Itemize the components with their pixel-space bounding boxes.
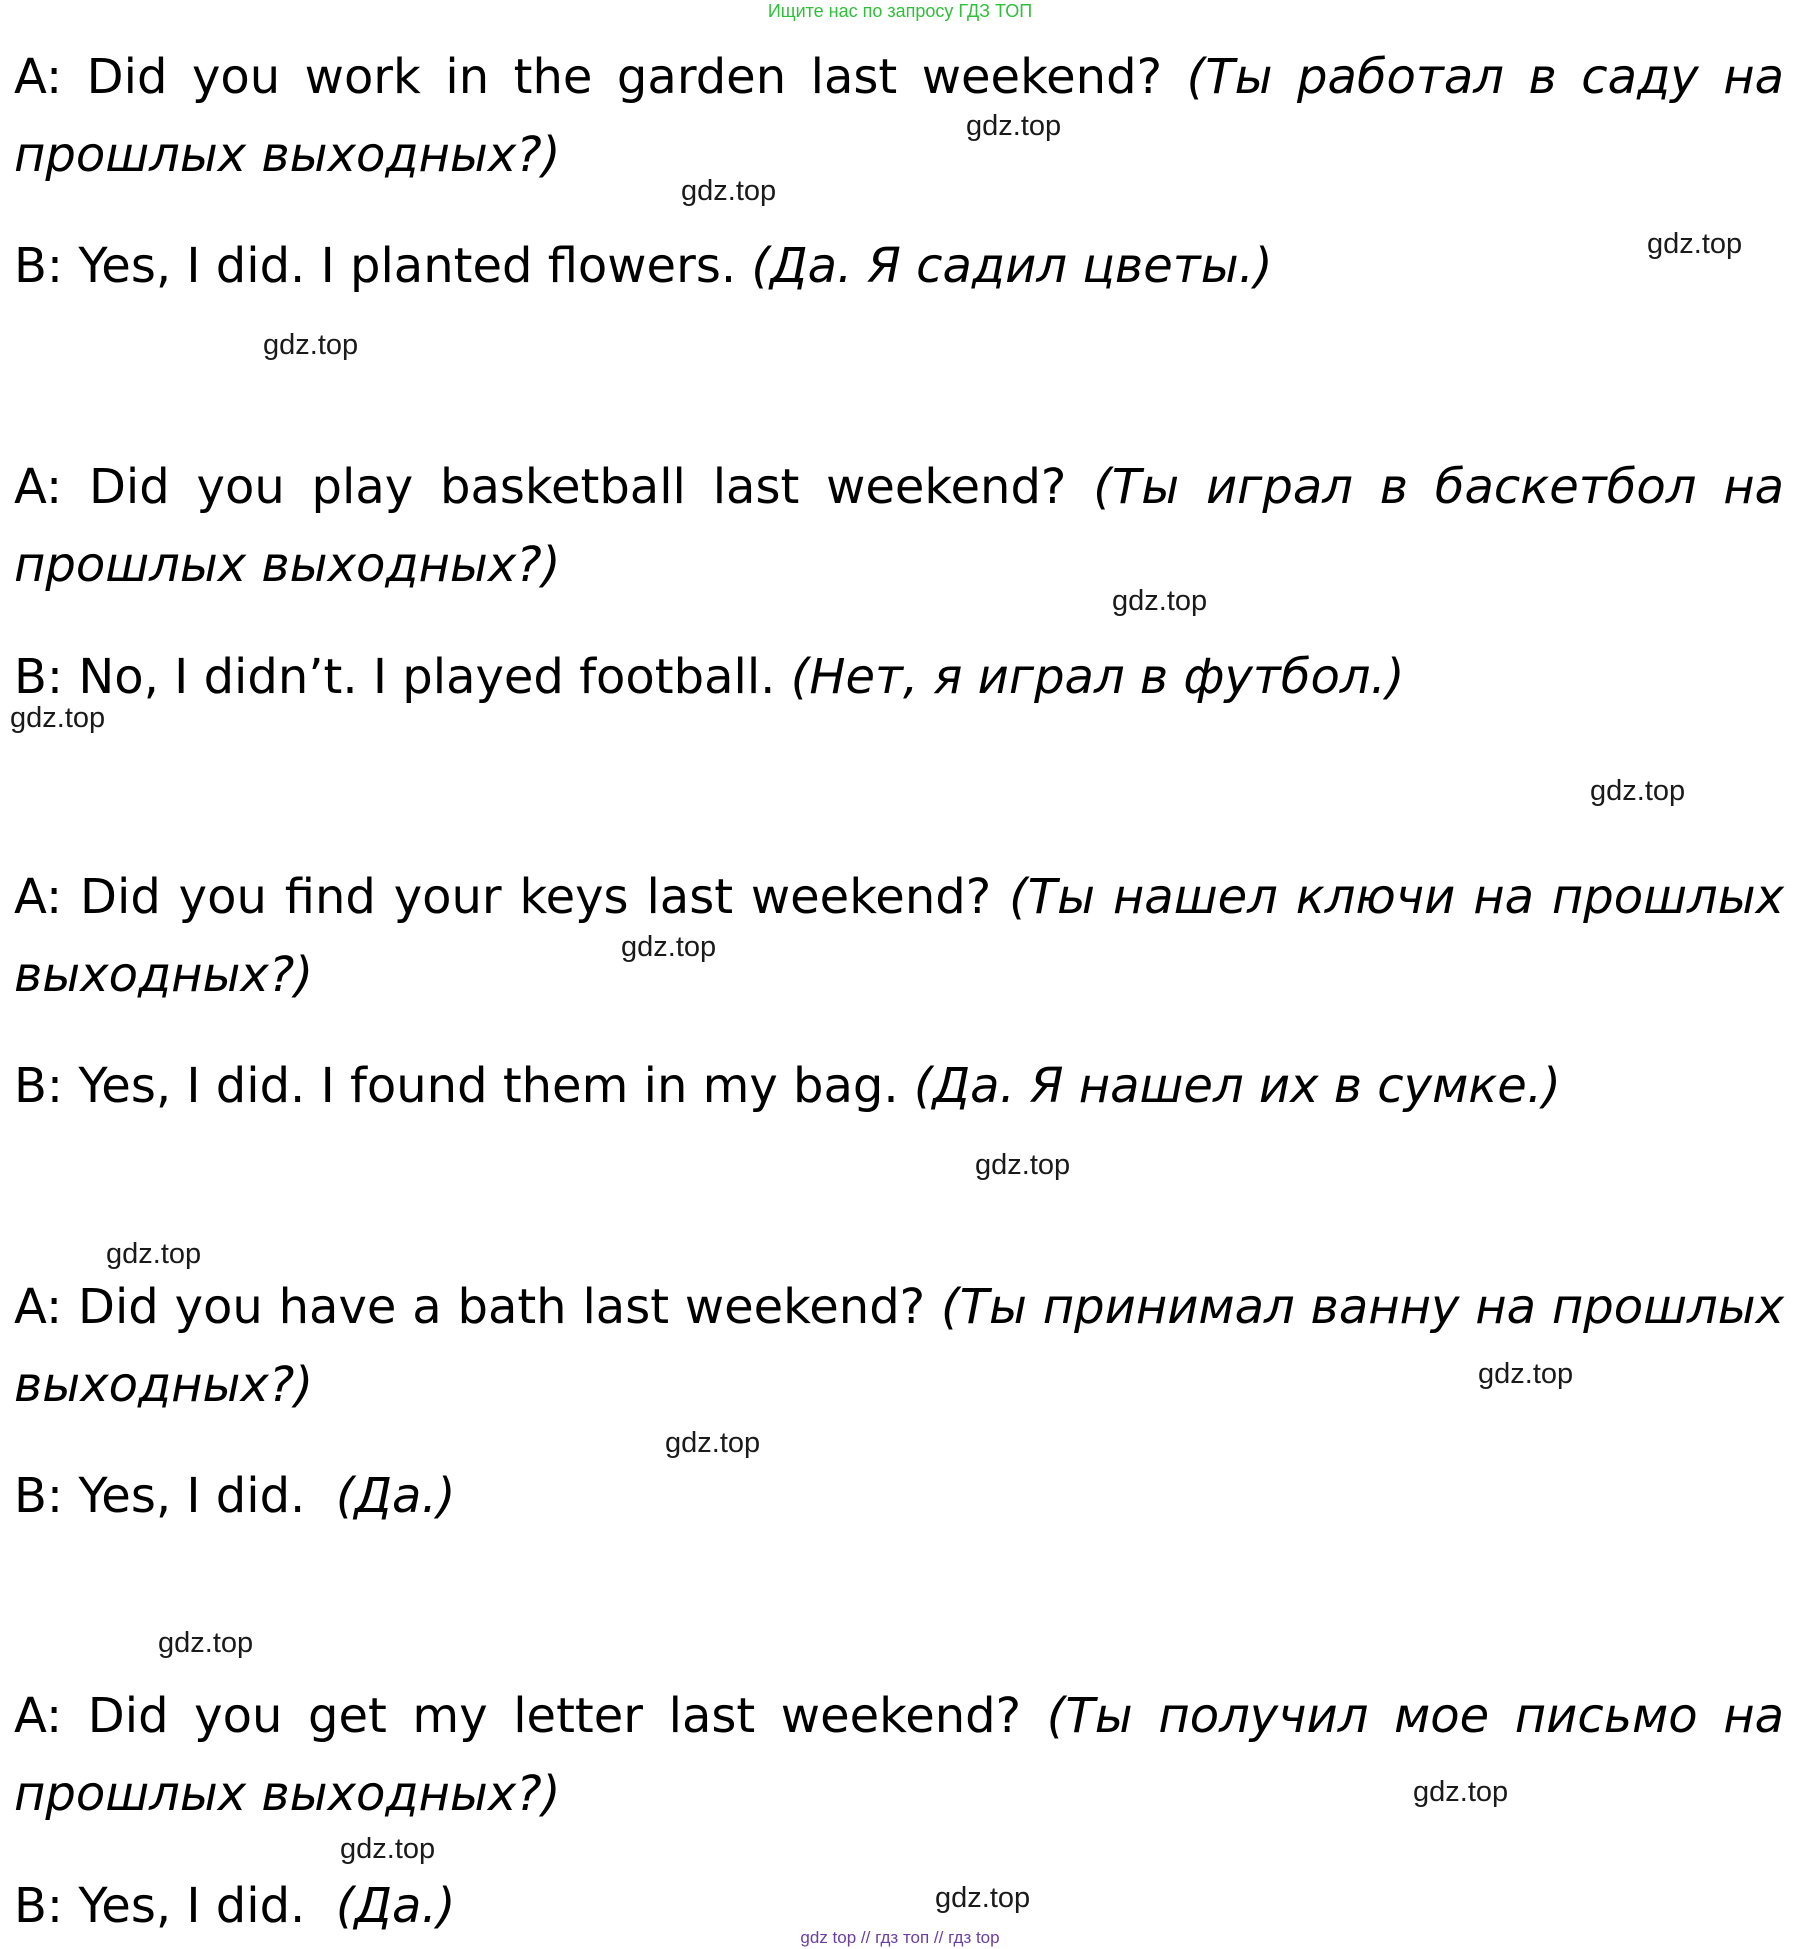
dialog-1-answer-en: B: Yes, I did. I planted flowers. (14, 238, 737, 294)
dialog-3-question (14, 858, 1784, 936)
watermark: gdz.top (681, 175, 777, 207)
dialog-4-question-ru: (Ты принимал ванну на прошлых (941, 1279, 1785, 1335)
dialog-3-question-en: A: Did you find your keys last weekend? (14, 869, 992, 925)
dialog-1-answer (14, 227, 1784, 305)
dialog-2-question (14, 448, 1784, 526)
dialog-4-question-ru-cont: выходных?) (14, 1357, 314, 1413)
watermark: gdz.top (975, 1149, 1071, 1181)
dialog-2-question-ru: (Ты играл в баскетбол на (1093, 459, 1784, 515)
dialog-3-question-ru-cont: выходных?) (14, 947, 314, 1003)
watermark: gdz.top (263, 329, 359, 361)
dialog-1-question-en: A: Did you work in the garden last weekend? (14, 49, 1163, 105)
watermark: gdz.top (665, 1427, 761, 1459)
dialog-4-answer-en: B: Yes, I did. (14, 1468, 306, 1524)
watermark: gdz.top (1478, 1358, 1574, 1390)
dialog-2-answer-ru: (Нет, я играл в футбол.) (790, 649, 1405, 705)
watermark: gdz.top (1112, 585, 1208, 617)
dialog-2-answer (14, 638, 1784, 716)
dialog-4-answer (14, 1457, 1784, 1535)
watermark: gdz.top (1590, 775, 1686, 807)
dialog-2-question-en: A: Did you play basketball last weekend? (14, 459, 1067, 515)
watermark: gdz.top (10, 702, 106, 734)
watermark: gdz.top (1647, 228, 1743, 260)
dialog-2-question-ru-cont: прошлых выходных?) (14, 537, 561, 593)
dialog-2-answer-en: B: No, I didn’t. I played football. (14, 649, 776, 705)
dialog-5-question (14, 1677, 1784, 1755)
watermark: gdz.top (340, 1833, 436, 1865)
dialog-1-question-ru-cont: прошлых выходных?) (14, 127, 561, 183)
dialog-5-question-en: A: Did you get my letter last weekend? (14, 1688, 1022, 1744)
dialog-1-question-ru: (Ты работал в саду на (1186, 49, 1785, 105)
dialog-1-answer-ru: (Да. Я садил цветы.) (751, 238, 1273, 294)
watermark: gdz.top (621, 931, 717, 963)
header-search-hint: Ищите нас по запросу ГДЗ ТОП (767, 1, 1033, 21)
watermark: gdz.top (966, 110, 1062, 142)
dialog-3-answer-en: B: Yes, I did. I found them in my bag. (14, 1058, 899, 1114)
watermark: gdz.top (158, 1627, 254, 1659)
dialog-4-question-en: A: Did you have a bath last weekend? (14, 1279, 926, 1335)
dialog-5-answer-ru: (Да.) (335, 1878, 456, 1934)
watermark: gdz.top (935, 1882, 1031, 1914)
dialog-3-answer-ru: (Да. Я нашел их в сумке.) (913, 1058, 1561, 1114)
dialog-1-question (14, 38, 1784, 116)
dialog-4-question (14, 1268, 1784, 1346)
dialog-3-answer (14, 1047, 1784, 1125)
watermark: gdz.top (106, 1238, 202, 1270)
watermark: gdz.top (1413, 1776, 1509, 1808)
dialog-5-answer-en: B: Yes, I did. (14, 1878, 306, 1934)
dialog-4-answer-ru: (Да.) (335, 1468, 456, 1524)
dialog-5-question-ru-cont: прошлых выходных?) (14, 1766, 561, 1822)
dialog-5-question-ru: (Ты получил мое письмо на (1046, 1688, 1784, 1744)
dialog-3-question-ru: (Ты нашел ключи на прошлых (1009, 869, 1784, 925)
footer-watermark: gdz top // гдз топ // гдз top (800, 1928, 1000, 1947)
